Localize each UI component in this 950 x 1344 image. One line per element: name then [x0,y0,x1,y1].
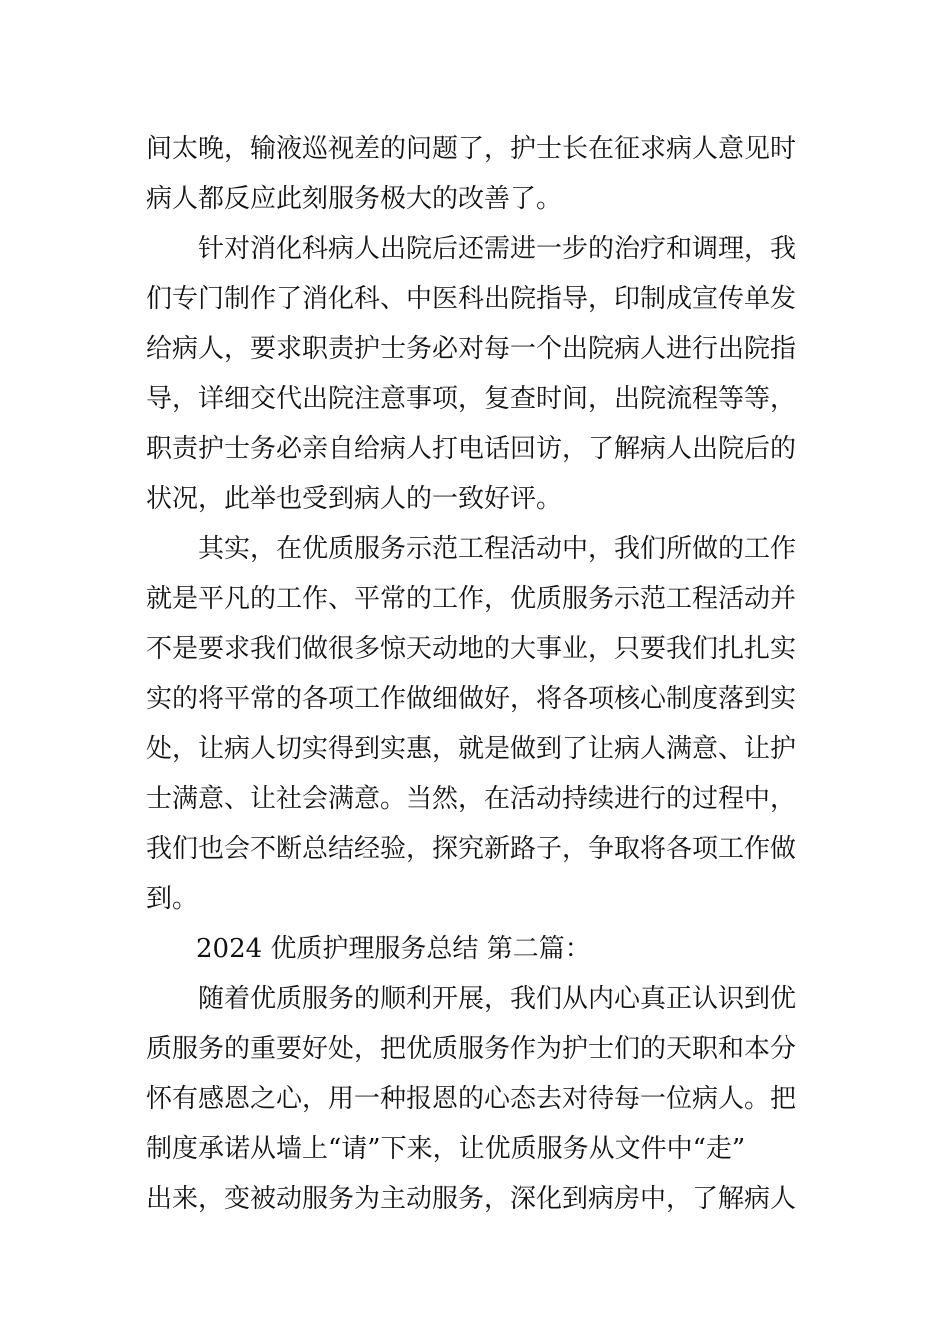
text-line: 职责护士务必亲自给病人打电话回访，了解病人出院后的 [146,434,797,464]
text-line: 质服务的重要好处，把优质服务作为护士们的天职和本分 [146,1034,797,1064]
paragraph-first-line: 随着优质服务的顺利开展，我们从内心真正认识到优 [198,984,797,1014]
text-line: 实的将平常的各项工作做细做好，将各项核心制度落到实 [146,684,797,714]
text-line: 就是平凡的工作、平常的工作，优质服务示范工程活动并 [146,584,797,614]
text-line: 给病人，要求职责护士务必对每一个出院病人进行出院指 [146,334,797,364]
text-line: 状况，此举也受到病人的一致好评。 [146,484,563,514]
text-line: 出来，变被动服务为主动服务，深化到病房中，了解病人 [146,1184,797,1214]
text-line: 不是要求我们做很多惊天动地的大事业，只要我们扎扎实 [146,634,797,664]
text-line: 导，详细交代出院注意事项，复查时间，出院流程等等， [146,384,797,414]
text-line: 们专门制作了消化科、中医科出院指导，印制成宣传单发 [146,284,797,314]
text-line: 处，让病人切实得到实惠，就是做到了让病人满意、让护 [146,734,797,764]
text-line: 到。 [146,884,199,914]
text-line: 我们也会不断总结经验，探究新路子，争取将各项工作做 [146,834,797,864]
text-line: 制度承诺从墙上“请”下来，让优质服务从文件中“走” [146,1134,746,1164]
text-line: 间太晚，输液巡视差的问题了，护士长在征求病人意见时 [146,134,797,164]
paragraph-first-line: 针对消化科病人出院后还需进一步的治疗和调理，我 [198,234,797,264]
paragraph-first-line: 其实，在优质服务示范工程活动中，我们所做的工作 [198,534,797,564]
section-heading: 2024 优质护理服务总结 第二篇： [196,934,591,964]
text-line: 怀有感恩之心，用一种报恩的心态去对待每一位病人。把 [146,1084,797,1114]
text-line: 士满意、让社会满意。当然，在活动持续进行的过程中， [146,784,797,814]
text-line: 病人都反应此刻服务极大的改善了。 [146,184,563,214]
